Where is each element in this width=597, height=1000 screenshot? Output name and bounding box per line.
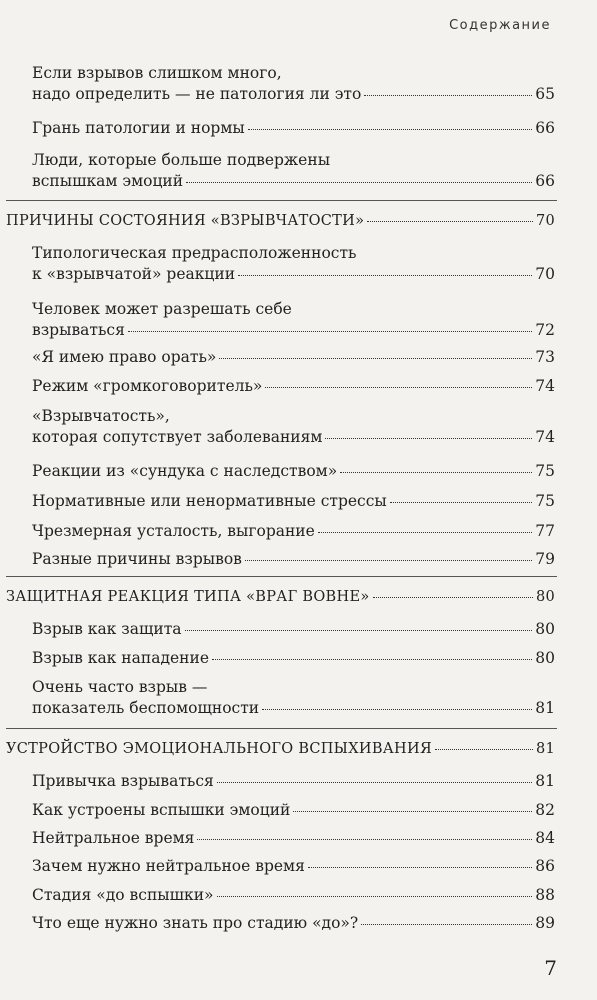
dot-leader <box>318 532 532 533</box>
chapter-divider <box>6 728 557 729</box>
toc-entry-text: Взрыв как нападение <box>32 649 209 667</box>
toc-section[interactable] <box>0 461 597 482</box>
toc-page-number: 73 <box>535 348 555 366</box>
running-head: Содержание <box>449 18 551 33</box>
dot-leader <box>364 95 532 96</box>
toc-section[interactable] <box>0 677 597 719</box>
toc-page-number: 79 <box>535 550 555 568</box>
toc-entry-text: Режим «громкоговоритель» <box>32 377 263 395</box>
toc-section[interactable] <box>0 619 597 640</box>
toc-page-number: 84 <box>535 829 555 847</box>
toc-entry-text: Стадия «до вспышки» <box>32 886 214 904</box>
toc-chapter[interactable] <box>0 739 597 760</box>
toc-entry-text: Нейтральное время <box>32 829 195 847</box>
dot-leader <box>186 182 532 183</box>
toc-entry-text: Реакции из «сундука с наследством» <box>32 462 338 480</box>
toc-entry-text: Если взрывов слишком много, <box>32 64 282 82</box>
toc-page-number: 88 <box>535 886 555 904</box>
toc-section[interactable] <box>0 549 597 570</box>
toc-entry-text: УСТРОЙСТВО ЭМОЦИОНАЛЬНОГО ВСПЫХИВАНИЯ <box>6 741 432 757</box>
dot-leader <box>248 129 533 130</box>
dot-leader <box>390 502 533 503</box>
toc-entry-text: Люди, которые больше подвержены <box>32 151 331 169</box>
toc-entry-text: «Взрывчатость», <box>32 407 170 425</box>
dot-leader <box>262 709 532 710</box>
chapter-divider <box>6 200 557 201</box>
toc-section[interactable] <box>0 771 597 792</box>
toc-page-number: 74 <box>535 428 555 446</box>
toc-page-number: 81 <box>535 772 555 790</box>
toc-entry-text: ПРИЧИНЫ СОСТОЯНИЯ «ВЗРЫВЧАТОСТИ» <box>6 213 365 229</box>
dot-leader <box>325 438 532 439</box>
dot-leader <box>308 867 532 868</box>
toc-page-number: 75 <box>535 462 555 480</box>
toc-page-number: 70 <box>535 213 555 229</box>
toc-page-number: 66 <box>535 119 555 137</box>
toc-page-number: 65 <box>535 85 555 103</box>
dot-leader <box>212 659 532 660</box>
toc-page-number: 66 <box>535 172 555 190</box>
toc-section[interactable] <box>0 648 597 669</box>
toc-section[interactable] <box>0 800 597 821</box>
toc-section[interactable] <box>0 376 597 397</box>
dot-leader <box>361 924 532 925</box>
chapter-divider <box>6 576 557 577</box>
toc-page-number: 89 <box>535 914 555 932</box>
toc-page-number: 72 <box>535 321 555 339</box>
dot-leader <box>128 331 532 332</box>
dot-leader <box>293 811 532 812</box>
toc-section[interactable] <box>0 828 597 849</box>
toc-entry-text: вспышкам эмоций <box>32 172 184 190</box>
toc-entry-text: Зачем нужно нейтральное время <box>32 857 305 875</box>
toc-entry-text: Что еще нужно знать про стадию «до»? <box>32 914 359 932</box>
dot-leader <box>197 839 532 840</box>
dot-leader <box>373 597 533 598</box>
toc-page-number: 75 <box>535 492 555 510</box>
dot-leader <box>217 896 533 897</box>
toc-section[interactable] <box>0 521 597 542</box>
toc-page-number: 80 <box>535 620 555 638</box>
toc-section[interactable] <box>0 299 597 341</box>
toc-entry-text: которая сопутствует заболеваниям <box>32 428 323 446</box>
page-number: 7 <box>544 956 557 980</box>
toc-section[interactable] <box>0 885 597 906</box>
toc-section[interactable] <box>0 118 597 139</box>
toc-chapter[interactable] <box>0 211 597 232</box>
toc-chapter[interactable] <box>0 587 597 608</box>
toc-entry-text: показатель беспомощности <box>32 699 260 717</box>
toc-section[interactable] <box>0 150 597 192</box>
toc-page-number: 70 <box>535 265 555 283</box>
toc-section[interactable] <box>0 491 597 512</box>
toc-section[interactable] <box>0 347 597 368</box>
toc-entry-text: Нормативные или ненормативные стрессы <box>32 492 387 510</box>
dot-leader <box>238 275 532 276</box>
toc-entry-text: надо определить — не патология ли это <box>32 85 362 103</box>
dot-leader <box>340 472 532 473</box>
toc-page-number: 86 <box>535 857 555 875</box>
toc-page-number: 81 <box>535 699 555 717</box>
toc-entry-text: Как устроены вспышки эмоций <box>32 801 291 819</box>
toc-entry-text: Привычка взрываться <box>32 772 214 790</box>
toc-entry-text: Типологическая предрасположенность <box>32 244 357 262</box>
toc-section[interactable] <box>0 406 597 448</box>
toc-entry-text: ЗАЩИТНАЯ РЕАКЦИЯ ТИПА «ВРАГ ВОВНЕ» <box>6 589 370 605</box>
toc-entry-text: Взрыв как защита <box>32 620 182 638</box>
toc-page-number: 81 <box>535 741 555 757</box>
toc-section[interactable] <box>0 913 597 934</box>
toc-page-number: 74 <box>535 377 555 395</box>
toc-section[interactable] <box>0 856 597 877</box>
dot-leader <box>265 387 532 388</box>
toc-entry-text: Грань патологии и нормы <box>32 119 245 137</box>
dot-leader <box>217 782 532 783</box>
dot-leader <box>435 749 533 750</box>
toc-entry-text: Разные причины взрывов <box>32 550 242 568</box>
toc-page-number: 80 <box>535 649 555 667</box>
toc-page-number: 77 <box>535 522 555 540</box>
toc-section[interactable] <box>0 243 597 285</box>
toc-entry-text: Очень часто взрыв — <box>32 678 208 696</box>
toc-entry-text: «Я имею право орать» <box>32 348 217 366</box>
toc-entry-text: Человек может разрешать себе <box>32 300 292 318</box>
toc-entry-text: взрываться <box>32 321 125 339</box>
dot-leader <box>185 630 533 631</box>
toc-page-number: 80 <box>535 589 555 605</box>
dot-leader <box>245 560 532 561</box>
toc-entry-text: Чрезмерная усталость, выгорание <box>32 522 315 540</box>
dot-leader <box>219 358 532 359</box>
dot-leader <box>367 221 533 222</box>
toc-page-number: 82 <box>535 801 555 819</box>
toc-section[interactable] <box>0 63 597 105</box>
toc-entry-text: к «взрывчатой» реакции <box>32 265 236 283</box>
